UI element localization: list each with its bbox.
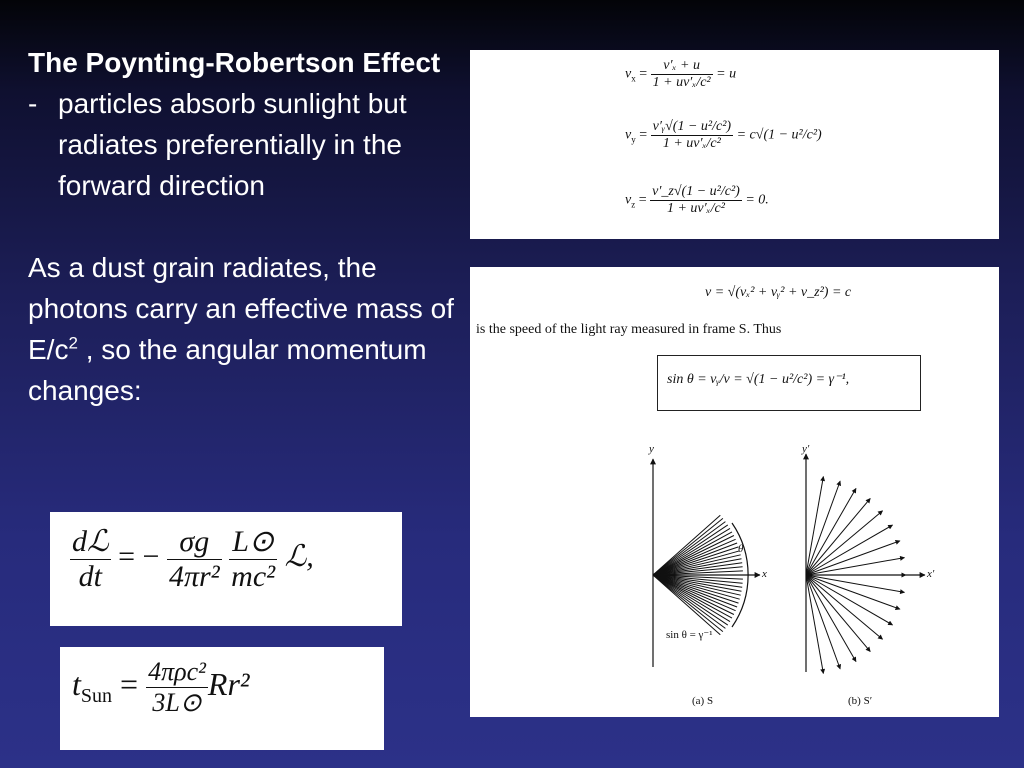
vz-numerator: v′_z√(1 − u²/c²)	[652, 184, 740, 199]
y-prime-label: y′	[802, 443, 810, 455]
vz-denominator: 1 + uv′ₓ/c²	[650, 200, 742, 217]
vx-numerator: v′ₓ + u	[663, 58, 700, 73]
dl-numerator: dℒ	[72, 525, 109, 558]
equation-2-row	[72, 657, 250, 718]
equation-1-tail: ℒ,	[284, 539, 314, 573]
sigma-numerator: σg	[179, 524, 210, 558]
isotropic-rays	[806, 477, 906, 674]
dt-denominator: dt	[70, 559, 111, 594]
boxed-equation: sin θ = vᵧ/v = √(1 − u²/c²) = γ⁻¹,	[667, 372, 850, 387]
frame-s-prime-diagram	[806, 454, 925, 674]
velocity-equations-panel	[470, 50, 999, 239]
aberration-panel	[470, 267, 999, 717]
bullet-dash: -	[28, 88, 38, 119]
vx-lhs-sub: x	[631, 73, 636, 84]
vy-rhs: = c√(1 − u²/c²)	[736, 127, 822, 143]
vx-lhs: v	[625, 66, 632, 82]
x-prime-label: x′	[927, 568, 935, 580]
luminosity-fraction	[229, 524, 277, 594]
luminosity-numerator: L⊙	[232, 525, 275, 558]
vx-equation: $v_x$ = $\frac{\text{v′ₓ + u}}{\text{1 + uv′ₓ/c²}}$ = u	[625, 58, 737, 90]
aberration-diagram	[470, 267, 999, 717]
vy-equation: $v_y$ = $\frac{\text{v′ᵧ√(1 − u²/c²)}}{\text{1 + uv′ₓ/c²}}$ = c√(1 − u²/c²)	[625, 119, 822, 151]
timescale-denominator: 3L⊙	[146, 687, 208, 718]
sigma-denominator: 4πr²	[168, 559, 220, 593]
sun-timescale-equation	[60, 647, 384, 750]
vz-rhs: = 0.	[745, 192, 769, 208]
vy-lhs-sub: y	[631, 134, 636, 145]
vz-lhs: v	[625, 192, 632, 208]
speed-equation: v = √(vₓ² + vᵧ² + v_z²) = c	[705, 285, 852, 300]
dl-dt-fraction	[70, 524, 111, 594]
vx-fraction	[651, 58, 713, 91]
timescale-numerator: 4πρc²	[148, 657, 206, 686]
vy-lhs: v	[625, 127, 632, 143]
slide-title: The Poynting-Robertson Effect	[28, 47, 441, 78]
paragraph-text-start: As a dust grain radiates, the photons carry an effective mass of E/c	[28, 252, 454, 365]
vz-lhs-sub: z	[631, 199, 636, 210]
sin-theta-label: sin θ = γ⁻¹	[666, 629, 713, 641]
vz-equation: $v_z$ = $\frac{\text{v′\_z√(1 − u²/c²)}}{\text{1 + uv′ₓ/c²}}$ = 0.	[625, 184, 769, 216]
paragraph-text-end: , so the angular momentum changes:	[28, 334, 427, 406]
vz-fraction	[650, 184, 742, 217]
theta-label: θ	[738, 543, 744, 555]
vy-fraction	[651, 119, 733, 152]
y-axis-label: y	[649, 443, 654, 455]
vy-numerator: v′ᵧ√(1 − u²/c²)	[652, 119, 732, 134]
equation-1-row	[70, 524, 314, 594]
light-cone-rays	[653, 515, 743, 635]
sigma-fraction	[167, 525, 222, 594]
timescale-fraction	[146, 657, 208, 718]
t-symbol: t	[72, 665, 81, 702]
body-paragraph	[28, 247, 458, 411]
cone-ray	[653, 525, 728, 575]
angular-momentum-equation	[50, 512, 402, 626]
bullet-text: particles absorb sunlight but radiates preferentially in the forward direction	[58, 88, 407, 201]
luminosity-denominator: mc²	[231, 560, 276, 593]
superscript-two: 2	[68, 333, 78, 353]
vx-rhs: = u	[716, 66, 737, 82]
vy-denominator: 1 + uv′ₓ/c²	[651, 135, 733, 152]
caption-b: (b) S′	[848, 695, 873, 707]
equals-minus: = −	[118, 539, 160, 573]
bullet-item	[28, 83, 458, 206]
slide-text	[28, 42, 458, 411]
vx-denominator: 1 + uv′ₓ/c²	[652, 75, 711, 90]
cone-ray	[653, 575, 728, 625]
caption-a: (a) S	[692, 695, 714, 707]
equation-2-tail: Rr²	[207, 665, 250, 702]
equals-sign: =	[120, 665, 139, 702]
sun-subscript: Sun	[80, 685, 113, 708]
x-axis-label: x	[762, 568, 767, 580]
speed-sentence: is the speed of the light ray measured in frame S. Thus	[476, 322, 782, 337]
